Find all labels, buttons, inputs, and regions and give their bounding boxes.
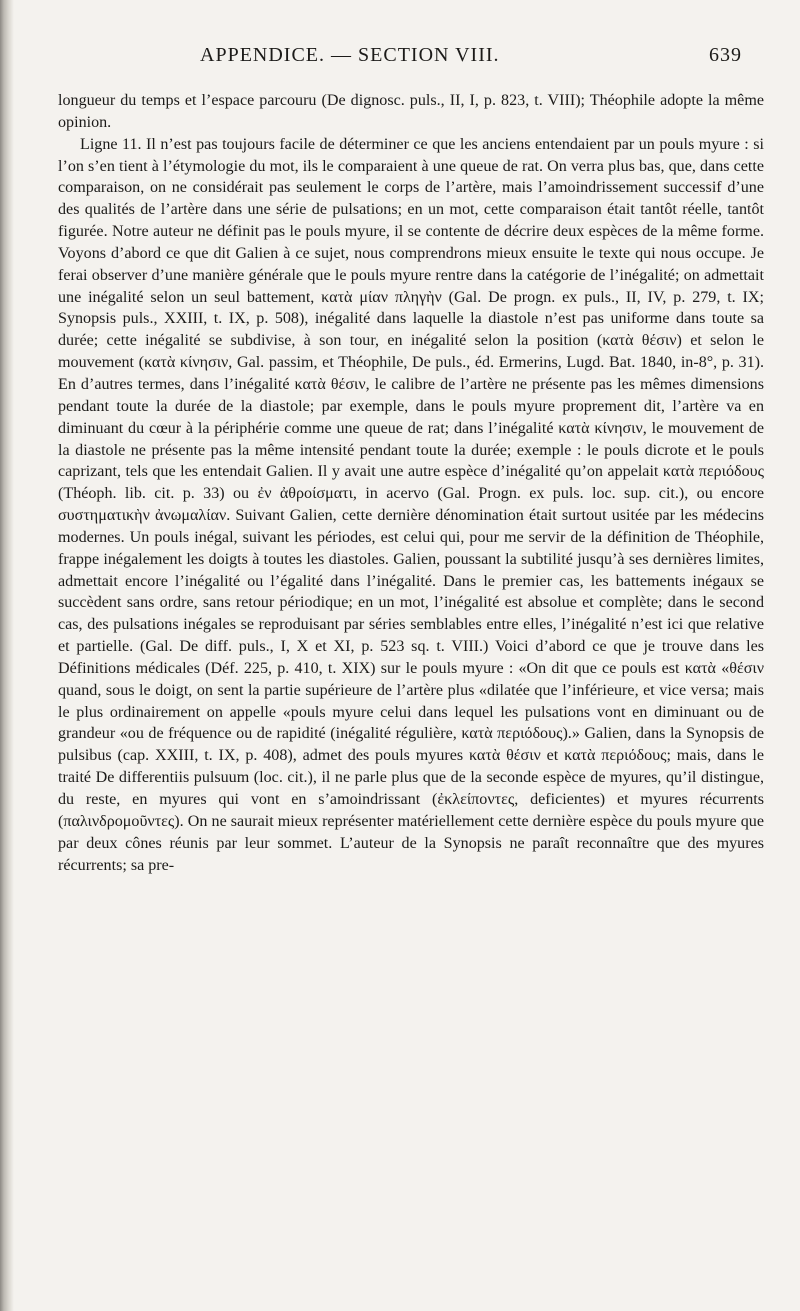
- page-number: 639: [709, 44, 742, 66]
- book-binding-shadow: [0, 0, 14, 1311]
- book-page: [58, 44, 764, 876]
- paragraph-ligne-11: Ligne 11. Il n’est pas toujours facile de déterminer ce que les anciens entendaient par un pouls myure : si l’on s’en tient à l’étymologie du mot, ils le comparaient à une queue de rat. On verra plus bas, que, dans cette comparaison, on ne considérait pas seulement le corps de l’artère, mais l’amoindrissement successif d’une des qualités de l’artère dans une série de pulsations; en un mot, cette comparaison était tantôt réelle, tantôt figurée. Notre auteur ne définit pas le pouls myure, il se contente de décrire deux espèces de la même forme. Voyons d’abord ce que dit Galien à ce sujet, nous comprendrons mieux ensuite le texte qui nous occupe. Je ferai observer d’une manière générale que le pouls myure rentre dans la catégorie de l’inégalité; on admettait une inégalité selon un seul battement, κατὰ μίαν πληγὴν (Gal. De progn. ex puls., II, IV, p. 279, t. IX; Synopsis puls., XXIII, t. IX, p. 508), inégalité dans laquelle la diastole n’est pas uniforme dans toute sa durée; cette inégalité se subdivise, à son tour, en inégalité selon la position (κατὰ θέσιν) et selon le mouvement (κατὰ κίνησιν, Gal. passim, et Théophile, De puls., éd. Ermerins, Lugd. Bat. 1840, in-8°, p. 31). En d’autres termes, dans l’inégalité κατὰ θέσιν, le calibre de l’artère ne présente pas les mêmes dimensions pendant toute la durée de la diastole; par exemple, dans le pouls myure proprement dit, l’artère va en diminuant du cœur à la périphérie comme une queue de rat; dans l’inégalité κατὰ κίνησιν, le mouvement de la diastole ne présente pas la même intensité pendant toute la durée; exemple : le pouls dicrote et le pouls caprizant, tels que les entendait Galien. Il y avait une autre espèce d’inégalité qu’on appelait κατὰ περιόδους (Théoph. lib. cit. p. 33) ou ἐν ἀθροίσματι, in acervo (Gal. Progn. ex puls. loc. sup. cit.), ou encore συστηματικὴν ἀνωμαλίαν. Suivant Galien, cette dernière dénomination était surtout usitée par les médecins modernes. Un pouls inégal, suivant les périodes, est celui qui, pour me servir de la définition de Théophile, frappe inégalement les doigts à toutes les diastoles. Galien, poussant la subtilité jusqu’à ses dernières limites, admettait encore l’inégalité ou l’égalité dans l’inégalité. Dans le premier cas, les battements inégaux se succèdent sans ordre, sans retour périodique; en un mot, l’inégalité est absolue et complète; dans le second cas, des pulsations inégales se reproduisant par séries semblables entre elles, l’inégalité n’est ici que relative et partielle. (Gal. De diff. puls., I, X et XI, p. 523 sq. t. VIII.) Voici d’abord ce que je trouve dans les Définitions médicales (Déf. 225, p. 410, t. XIX) sur le pouls myure : «On dit que ce pouls est κατὰ «θέσιν quand, sous le doigt, on sent la partie supérieure de l’artère plus «dilatée que l’inférieure, et vice versa; mais le plus ordinairement on appelle «pouls myure celui dans lequel les pulsations vont en diminuant ou de grandeur «ou de fréquence ou de rapidité (inégalité régulière, κατὰ περιόδους).» Galien, dans la Synopsis de pulsibus (cap. XXIII, t. IX, p. 408), admet des pouls myures κατὰ θέσιν et κατὰ περιόδους; mais, dans le traité De differentiis pulsuum (loc. cit.), il ne parle plus que de la seconde espèce de myures, qu’il distingue, du reste, en myures qui vont en s’amoindrissant (ἐκλείποντες, deficientes) et myures récurrents (παλινδρομοῦντες). On ne saurait mieux représenter matériellement cette dernière espèce du pouls myure que par deux cônes réunis par leur sommet. L’auteur de la Synopsis ne paraît reconnaître que des myures récurrents; sa pre-: [58, 135, 764, 874]
- running-header: [58, 44, 764, 74]
- paragraph-continuation: longueur du temps et l’espace parcouru (De dignosc. puls., II, I, p. 823, t. VIII); Théophile adopte la même opinion.: [58, 92, 764, 131]
- running-title: APPENDICE. — SECTION VIII.: [200, 44, 500, 66]
- page-body: [58, 90, 764, 876]
